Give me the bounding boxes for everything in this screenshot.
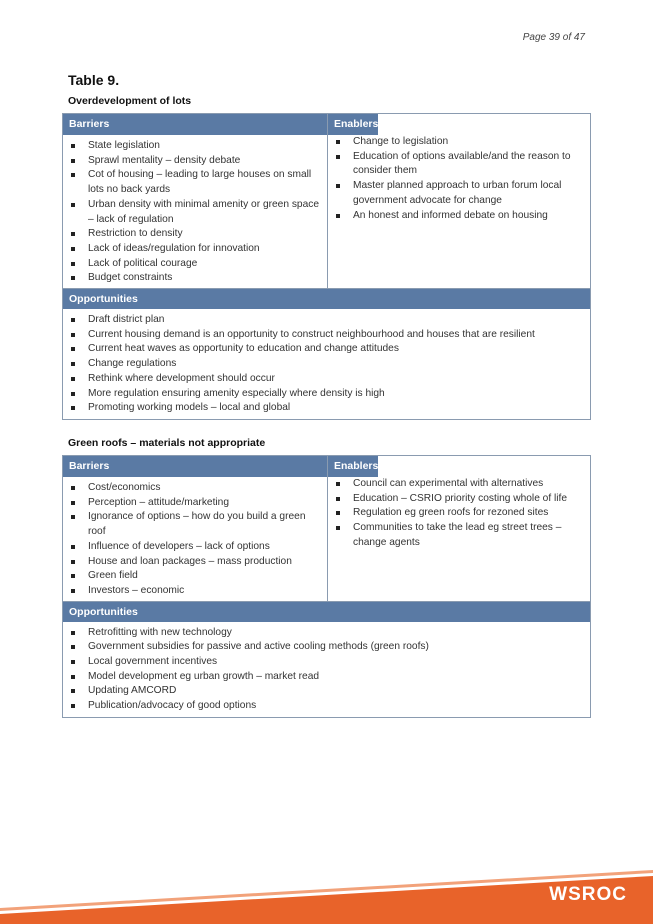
list-item: Cost/economics [69,481,321,496]
barriers-enablers-row [63,477,590,601]
list-item: Change regulations [69,357,584,372]
list-item: Education of options available/and the reason to consider them [334,150,584,179]
list-item: Master planned approach to urban forum local government advocate for change [334,179,584,208]
list-item: Influence of developers – lack of options [69,540,321,555]
enablers-header: Enablers [328,456,378,477]
enablers-cell [328,477,590,601]
list-item: Restriction to density [69,227,321,242]
barriers-header: Barriers [63,114,328,135]
list-item: Publication/advocacy of good options [69,699,584,714]
enablers-list [328,477,590,553]
page-number: Page 39 of 47 [522,32,585,43]
opportunities-list [63,622,590,717]
list-item: Investors – economic [69,584,321,599]
list-item: Updating AMCORD [69,684,584,699]
list-item: Urban density with minimal amenity or green space – lack of regulation [69,198,321,227]
list-item: Budget constraints [69,271,321,286]
opportunities-list [63,309,590,419]
barriers-list [63,135,327,288]
list-item: More regulation ensuring amenity especially where density is high [69,387,584,402]
list-item: Education – CSRIO priority costing whole of life [334,492,584,507]
barriers-cell [63,135,328,288]
section-title-green-roofs: Green roofs – materials not appropriate [68,437,266,449]
opportunities-header: Opportunities [63,601,590,622]
list-item: Lack of ideas/regulation for innovation [69,242,321,257]
section-title-overdevelopment: Overdevelopment of lots [68,95,192,107]
list-item: Cot of housing – leading to large houses on small lots no back yards [69,168,321,197]
list-item: Current heat waves as opportunity to education and change attitudes [69,342,584,357]
list-item: Regulation eg green roofs for rezoned sites [334,506,584,521]
list-item: House and loan packages – mass production [69,555,321,570]
overdevelopment-table [62,113,591,420]
list-item: Sprawl mentality – density debate [69,154,321,169]
list-item: An honest and informed debate on housing [334,209,584,224]
barriers-list [63,477,327,601]
list-item: Current housing demand is an opportunity to construct neighbourhood and houses that are resilient [69,328,584,343]
barriers-enablers-row [63,135,590,288]
table-header-row [63,114,590,135]
list-item: Local government incentives [69,655,584,670]
green-roofs-table [62,455,591,718]
list-item: Promoting working models – local and global [69,401,584,416]
barriers-header: Barriers [63,456,328,477]
table-title: Table 9. [68,72,120,88]
enablers-cell [328,135,590,288]
table-header-row [63,456,590,477]
list-item: State legislation [69,139,321,154]
list-item: Rethink where development should occur [69,372,584,387]
wsroc-logo: WSROC [549,884,627,905]
list-item: Change to legislation [334,135,584,150]
list-item: Communities to take the lead eg street trees – change agents [334,521,584,550]
list-item: Draft district plan [69,313,584,328]
list-item: Retrofitting with new technology [69,626,584,641]
list-item: Lack of political courage [69,257,321,272]
list-item: Government subsidies for passive and active cooling methods (green roofs) [69,640,584,655]
list-item: Model development eg urban growth – market read [69,670,584,685]
list-item: Perception – attitude/marketing [69,496,321,511]
list-item: Council can experimental with alternatives [334,477,584,492]
list-item: Ignorance of options – how do you build a green roof [69,510,321,539]
enablers-header: Enablers [328,114,378,135]
opportunities-header: Opportunities [63,288,590,309]
barriers-cell [63,477,328,601]
enablers-list [328,135,590,225]
list-item: Green field [69,569,321,584]
